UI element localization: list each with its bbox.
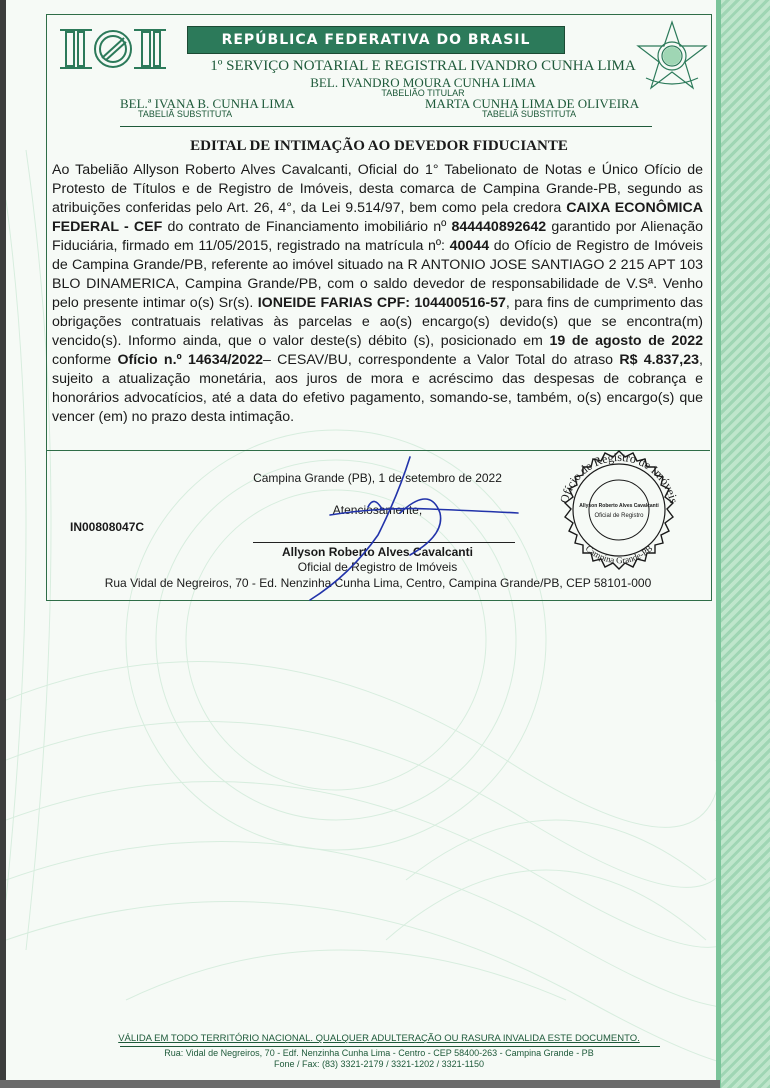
handwritten-signature	[290, 455, 540, 605]
body-text: do contrato de Financiamento imobiliário nº	[162, 219, 452, 235]
creditor-name: CAIXA ECONÔMICA FEDERAL - CEF	[52, 200, 703, 235]
footer-phone: Fone / Fax: (83) 3321-2179 / 3321-1202 / 3321-1150	[274, 1059, 484, 1069]
footer-warning: VÁLIDA EM TODO TERRITÓRIO NACIONAL. QUALQUER ADULTERAÇÃO OU RASURA INVALIDA ESTE DOCUMENTO.	[118, 1033, 640, 1044]
stamp-ring-bottom: Campina Grande-PB	[583, 543, 655, 566]
body-text: conforme	[52, 352, 118, 368]
contract-number: 844440892642	[451, 219, 547, 235]
footer-address: Rua: Vidal de Negreiros, 70 - Edf. Nenzinha Cunha Lima - Centro - CEP 58400-263 - Campina Grande - PB	[164, 1048, 594, 1058]
body-text: , para fins de cumprimento das obrigações contratuais relativas às parcelas e ao(s) encargo(s) devido(s) que se encontra(m) vencido(s). Informo ainda, que o valor deste(s) débito (s), posicionado em	[52, 295, 704, 349]
signer-role: Oficial de Registro de Imóveis	[297, 560, 458, 574]
stamp-center-name: Allyson Roberto Alves Cavalcanti	[579, 503, 659, 509]
place-date: Campina Grande (PB), 1 de setembro de 2022	[253, 471, 502, 485]
substitute-right-role: TABELIÃ SUBSTITUTA	[482, 109, 577, 119]
body-text: garantido por Alienação Fiduciária, firmado em 11/05/2015, registrado na matrícula nº:	[52, 219, 703, 254]
titular-role: TABELIÃO TITULAR	[381, 88, 465, 98]
titular-name: BEL. IVANDRO MOURA CUNHA LIMA	[310, 75, 536, 90]
substitute-left-name: BEL.ª IVANA B. CUNHA LIMA	[120, 96, 295, 111]
notice-body	[52, 161, 703, 427]
registry-stamp	[549, 447, 689, 577]
overdue-amount: R$ 4.837,23	[619, 352, 700, 368]
document-code: IN00808047C	[70, 520, 145, 534]
republic-banner: REPÚBLICA FEDERATIVA DO BRASIL	[188, 27, 564, 53]
svg-text:Campina Grande-PB	[584, 543, 655, 565]
body-text: Ao Tabelião Allyson Roberto Alves Cavalcanti, Oficial do 1° Tabelionato de Notas e Único Ofício de Protesto de Títulos e de Registro de Imóveis, desta comarca de Campina Grande-PB, segundo as atribuições conferidas pelo Art. 26, 4°, da Lei 9.514/97, bem como pela credora	[52, 162, 703, 216]
body-text: , sujeito a atualização monetária, aos juros de mora e acréscimo das despesas de cobrança e honorários advocatícios, até a data do efetivo pagamento, somando-se, também, o(s) encargo(s) que vencer (em) no prazo desta intimação.	[52, 352, 703, 425]
position-date: 19 de agosto de 2022	[549, 333, 703, 349]
body-text: do Ofício de Registro de Imóveis de Campina Grande/PB, referente ao imóvel situado na R ANTONIO JOSE SANTIAGO 2 215 APT 103 BLO DINAMERICA, Campina Grande/PB, com o saldo devedor de responsabilidade de V.Sª. Venho pelo presente intimar o(s) Sr(s).	[52, 238, 703, 311]
body-text: – CESAV/BU, correspondente a Valor Total do atraso	[262, 352, 620, 368]
signer-address: Rua Vidal de Negreiros, 70 - Ed. Nenzinha Cunha Lima, Centro, Campina Grande/PB, CEP 58101-000	[104, 576, 652, 590]
substitute-left-role: TABELIÃ SUBSTITUTA	[138, 109, 233, 119]
official-letter-number: Ofício n.º 14634/2022	[117, 352, 263, 368]
security-border	[716, 0, 770, 1088]
debtor-identification: IONEIDE FARIAS CPF: 104400516-57	[257, 295, 506, 311]
stamp-ring-top: Ofício de Registro de Imóveis	[556, 449, 681, 505]
closing-salutation: Atenciosamente,	[332, 503, 423, 517]
stamp-center-role: Oficial de Registro	[594, 513, 644, 519]
registration-number: 40044	[449, 238, 490, 254]
signer-name: Allyson Roberto Alves Cavalcanti	[282, 545, 473, 559]
office-name: 1º SERVIÇO NOTARIAL E REGISTRAL IVANDRO CUNHA LIMA	[210, 58, 636, 74]
ivandro-cunha-lima-logo	[58, 24, 168, 74]
substitute-right-name: MARTA CUNHA LIMA DE OLIVEIRA	[425, 96, 640, 111]
header-divider	[120, 126, 652, 127]
scan-bottom-edge	[0, 1080, 720, 1088]
footer-divider	[120, 1046, 660, 1047]
document-title: EDITAL DE INTIMAÇÃO AO DEVEDOR FIDUCIANTE	[190, 138, 568, 154]
